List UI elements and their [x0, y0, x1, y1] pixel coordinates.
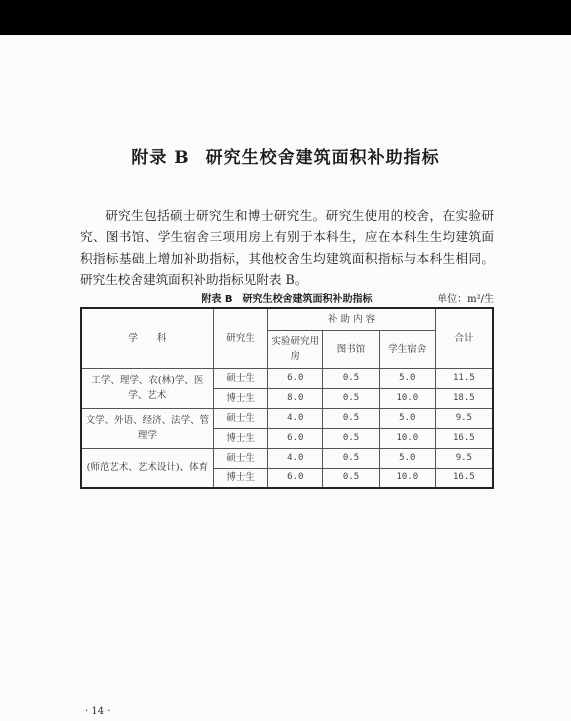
degree-cell: 硕士生: [213, 368, 268, 388]
table-row: [81, 408, 493, 428]
header-subject: 学 科: [81, 308, 213, 368]
dorm-cell: 5.0: [379, 408, 435, 428]
header-library: 图书馆: [323, 330, 380, 368]
lab-cell: 8.0: [268, 388, 323, 408]
library-cell: 0.5: [323, 428, 380, 448]
subsidy-table: [80, 307, 494, 489]
dorm-cell: 10.0: [379, 468, 435, 488]
header-group: 补 助 内 容: [268, 308, 435, 330]
page-number: · 14 ·: [85, 706, 111, 717]
degree-cell: 硕士生: [213, 408, 268, 428]
library-cell: 0.5: [323, 468, 380, 488]
table-caption: 附表 B 研究生校舍建筑面积补助指标: [201, 294, 373, 305]
table-header-row: [81, 308, 493, 330]
table-unit: 单位：m²/生: [437, 294, 494, 305]
table-row: [81, 448, 493, 468]
header-total: 合计: [435, 308, 493, 368]
appendix-heading: [0, 143, 571, 168]
dorm-cell: 10.0: [379, 428, 435, 448]
degree-cell: 硕士生: [213, 448, 268, 468]
lab-cell: 6.0: [268, 368, 323, 388]
body-paragraph: 研究生包括硕士研究生和博士研究生。研究生使用的校舍，在实验研究、图书馆、学生宿舍三项用房上有别于本科生，应在本科生生均建筑面积指标基础上增加补助指标，其他校舍生均建筑面积指标与本科生相同。研究生校舍建筑面积补助指标见附表 B。: [80, 208, 494, 288]
lab-cell: 6.0: [268, 428, 323, 448]
table-row: [81, 368, 493, 388]
subject-cell: 文学、外语、经济、法学、管理学: [81, 408, 213, 448]
lab-cell: 6.0: [268, 468, 323, 488]
lab-cell: 4.0: [268, 408, 323, 428]
dorm-cell: 10.0: [379, 388, 435, 408]
table-caption-row: [80, 290, 494, 304]
library-cell: 0.5: [323, 388, 380, 408]
subject-cell: 工学、理学、农(林)学、医学、艺术: [81, 368, 213, 408]
total-cell: 18.5: [435, 388, 493, 408]
header-student: 研究生: [213, 308, 268, 368]
library-cell: 0.5: [323, 368, 380, 388]
appendix-label: 附录 B: [131, 148, 190, 168]
total-cell: 11.5: [435, 368, 493, 388]
degree-cell: 博士生: [213, 428, 268, 448]
total-cell: 16.5: [435, 428, 493, 448]
library-cell: 0.5: [323, 448, 380, 468]
header-dorm: 学生宿舍: [379, 330, 435, 368]
top-black-bar: [0, 0, 571, 35]
dorm-cell: 5.0: [379, 448, 435, 468]
subject-cell: (师范艺术、艺术设计)、体育: [81, 448, 213, 488]
appendix-title: 研究生校舍建筑面积补助指标: [205, 148, 440, 168]
degree-cell: 博士生: [213, 468, 268, 488]
library-cell: 0.5: [323, 408, 380, 428]
dorm-cell: 5.0: [379, 368, 435, 388]
header-lab: 实验研究用房: [268, 330, 323, 368]
body-text: [80, 205, 494, 291]
degree-cell: 博士生: [213, 388, 268, 408]
lab-cell: 4.0: [268, 448, 323, 468]
total-cell: 9.5: [435, 448, 493, 468]
total-cell: 16.5: [435, 468, 493, 488]
total-cell: 9.5: [435, 408, 493, 428]
